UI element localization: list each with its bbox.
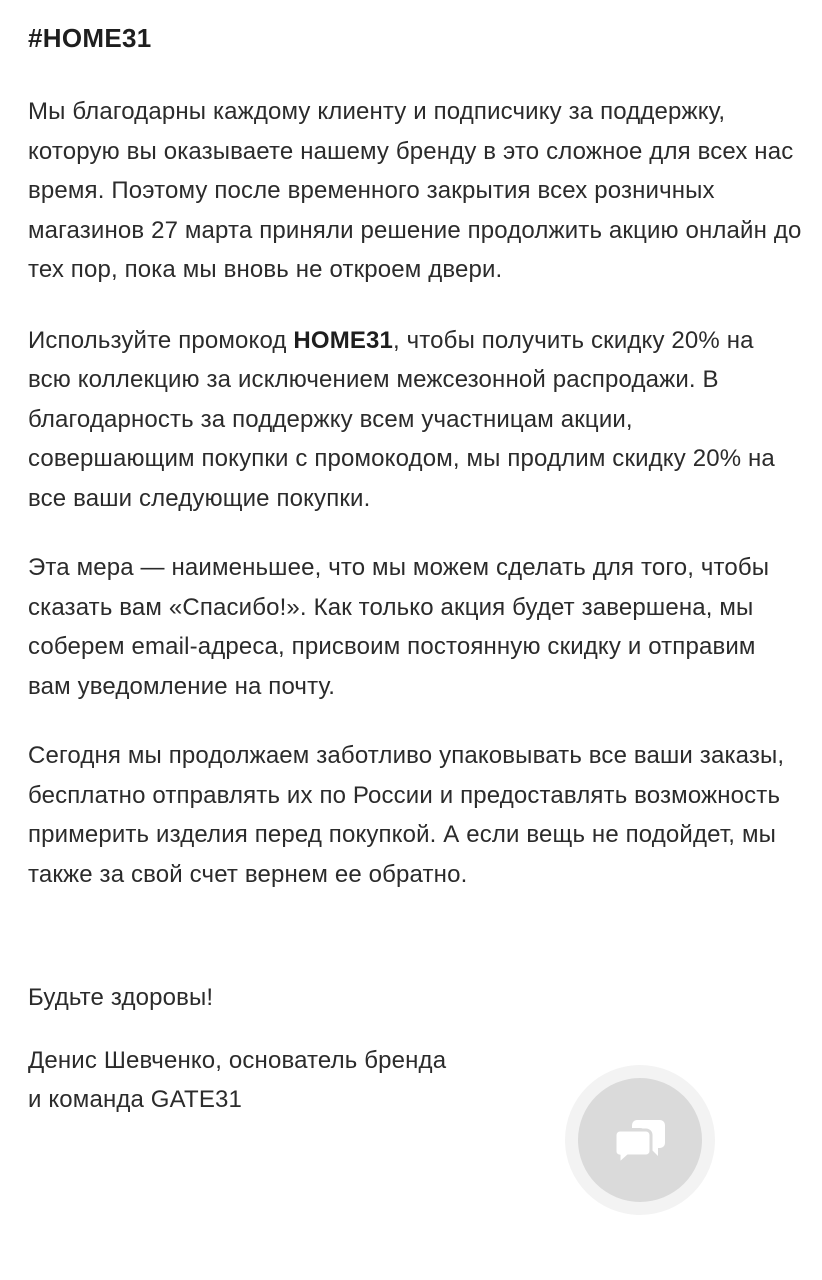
promo-text-before: Используйте промокод (28, 326, 294, 354)
article-content (28, 18, 803, 1120)
promo-hashtag: #HOME31 (28, 23, 152, 53)
paragraph-delivery: Сегодня мы продолжаем заботливо упаковывать все ваши заказы, бесплатно отправлять их по России и предоставлять возможность примерить изделия перед покупкой. А если вещь не подойдет, мы также за свой счет вернем ее обратно. (28, 742, 785, 888)
promo-text-after: , чтобы получить скидку 20% на всю коллекцию за исключением межсезонной распродажи. В благодарность за поддержку всем участницам акции, совершающим покупки с промокодом, мы продлим скидку 20% на все ваши следующие покупки. (28, 326, 775, 512)
chat-bubbles-icon (612, 1114, 668, 1166)
signature-line-1: Денис Шевченко, основатель бренда (28, 1046, 447, 1074)
greeting: Будьте здоровы! (28, 984, 214, 1011)
paragraph-promo-code (28, 321, 803, 519)
paragraph-thanks-measure: Эта мера — наименьшее, что мы можем сделать для того, чтобы сказать вам «Спасибо!». Как только акция будет завершена, мы соберем email-адреса, присвоим постоянную скидку и отправим вам уведомление на почту. (28, 554, 770, 700)
chat-button[interactable] (578, 1078, 702, 1202)
promo-code: HOME31 (293, 326, 394, 354)
signature-line-2: и команда GATE31 (28, 1086, 242, 1113)
chat-widget (565, 1065, 715, 1215)
paragraph-gratitude: Мы благодарны каждому клиенту и подписчику за поддержку, которую вы оказываете нашему бренду в это сложное для всех нас время. Поэтому после временного закрытия всех розничных магазинов 27 марта приняли решение продолжить акцию онлайн до тех пор, пока мы вновь не откроем двери. (28, 98, 802, 283)
